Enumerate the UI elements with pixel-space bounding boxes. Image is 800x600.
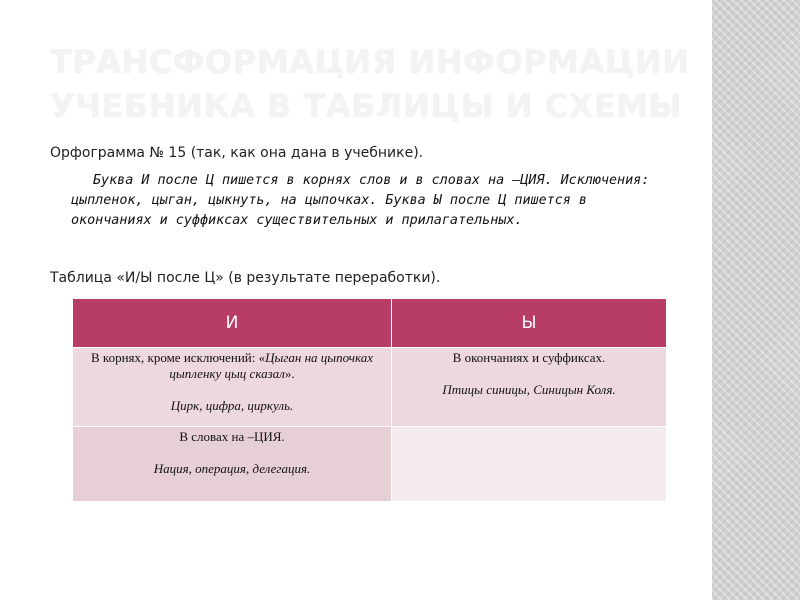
rule-quote: Буква И после Ц пишется в корнях слов и в словах на –ЦИЯ. Исключения: цыпленок, цыган, цыкнуть, на цыпочках. Буква Ы после Ц пишется в окончаниях и суффиксах существительных и прилагательных. — [71, 173, 650, 228]
header-i: И — [73, 299, 392, 348]
i-y-table — [72, 298, 667, 502]
cell-empty — [392, 427, 667, 502]
roots-examples: Цирк, цифра, циркуль. — [170, 398, 294, 413]
slide-title: ТРАНСФОРМАЦИЯ ИНФОРМАЦИИ УЧЕБНИКА В ТАБЛИЦЫ И СХЕМЫ — [50, 43, 690, 125]
table-caption: Таблица «И/Ы после Ц» (в результате переработки). — [50, 270, 441, 286]
table-header-row — [73, 299, 667, 348]
header-y: Ы — [392, 299, 667, 348]
tsiya-rule: В словах на –ЦИЯ. — [179, 429, 285, 444]
tsiya-examples: Нация, операция, делегация. — [153, 461, 311, 476]
endings-examples: Птицы синицы, Синицын Коля. — [442, 382, 616, 397]
roots-exception-phrase: Цыган на цыпочках цыпленку цыц сказал — [169, 350, 373, 381]
intro-paragraph: Орфограмма № 15 (так, как она дана в учебнике). — [50, 145, 424, 161]
decorative-side-stripe — [712, 0, 800, 600]
roots-rule-prefix: В корнях, кроме исключений: « — [91, 350, 266, 365]
roots-rule-suffix: ». — [284, 366, 295, 381]
cell-roots — [73, 348, 392, 427]
table-row — [73, 348, 667, 427]
cell-tsiya — [73, 427, 392, 502]
endings-rule: В окончаниях и суффиксах. — [452, 350, 606, 365]
table-row — [73, 427, 667, 502]
roots-rule — [83, 350, 381, 382]
cell-endings — [392, 348, 667, 427]
